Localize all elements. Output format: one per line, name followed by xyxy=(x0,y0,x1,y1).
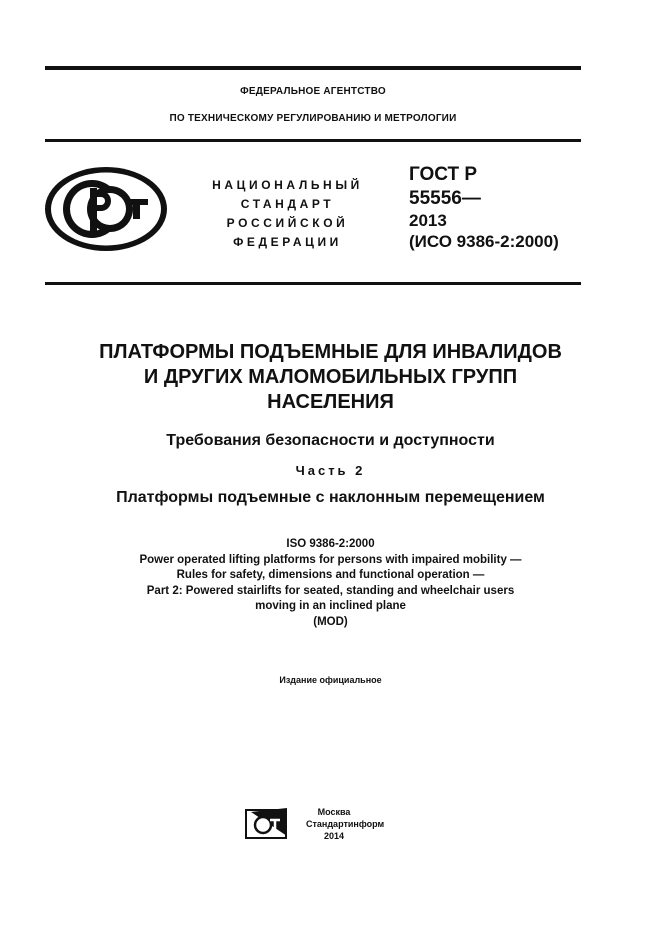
publisher-name: Стандартинформ xyxy=(306,819,385,829)
national-standard-line-4: ФЕДЕРАЦИИ xyxy=(233,235,342,249)
document-title-line-2: И ДРУГИХ МАЛОМОБИЛЬНЫХ ГРУПП xyxy=(143,366,518,388)
iso-line-6: (MOD) xyxy=(313,615,348,628)
publication-year: 2014 xyxy=(323,831,345,841)
iso-line-5: moving in an inclined plane xyxy=(255,600,406,612)
publisher-block xyxy=(306,806,385,842)
iso-reference xyxy=(20,537,641,630)
document-title xyxy=(20,340,641,415)
document-title-line-3: НАСЕЛЕНИЯ xyxy=(267,391,394,413)
standartinform-logo-icon xyxy=(245,806,289,840)
official-edition-label: Издание официальное xyxy=(279,675,382,685)
agency-line-1: ФЕДЕРАЛЬНОЕ АГЕНТСТВО xyxy=(240,86,386,97)
part-title: Платформы подъемные с наклонным перемещением xyxy=(116,489,545,506)
designation-line-3: 2013 xyxy=(409,211,447,230)
iso-line-3: Rules for safety, dimensions and functional operation — xyxy=(176,569,485,581)
top-rule xyxy=(45,66,581,70)
document-subtitle: Требования безопасности и доступности xyxy=(166,432,495,449)
iso-line-2: Power operated lifting platforms for persons with impaired mobility — xyxy=(139,553,522,566)
designation-line-4: (ИСО 9386-2:2000) xyxy=(409,232,559,251)
iso-line-1: ISO 9386-2:2000 xyxy=(286,538,375,550)
agency-line-2: ПО ТЕХНИЧЕСКОМУ РЕГУЛИРОВАНИЮ И МЕТРОЛОГИИ xyxy=(169,113,457,124)
iso-line-4: Part 2: Powered stairlifts for seated, standing and wheelchair users xyxy=(146,584,515,597)
national-standard-label xyxy=(200,176,375,252)
document-title-line-1: ПЛАТФОРМЫ ПОДЪЕМНЫЕ ДЛЯ ИНВАЛИДОВ xyxy=(99,341,562,363)
rst-certification-mark-icon xyxy=(44,166,168,252)
header-rule xyxy=(45,139,581,142)
national-standard-line-1: НАЦИОНАЛЬНЫЙ xyxy=(212,178,363,192)
national-standard-line-2: СТАНДАРТ xyxy=(240,197,335,211)
title-block-rule xyxy=(45,282,581,285)
national-standard-line-3: РОССИЙСКОЙ xyxy=(226,216,349,230)
designation-line-2: 55556— xyxy=(409,188,481,209)
standard-designation xyxy=(409,163,559,253)
designation-line-1: ГОСТ Р xyxy=(409,164,478,185)
part-label: Часть 2 xyxy=(295,463,366,478)
publisher-city: Москва xyxy=(317,807,351,817)
